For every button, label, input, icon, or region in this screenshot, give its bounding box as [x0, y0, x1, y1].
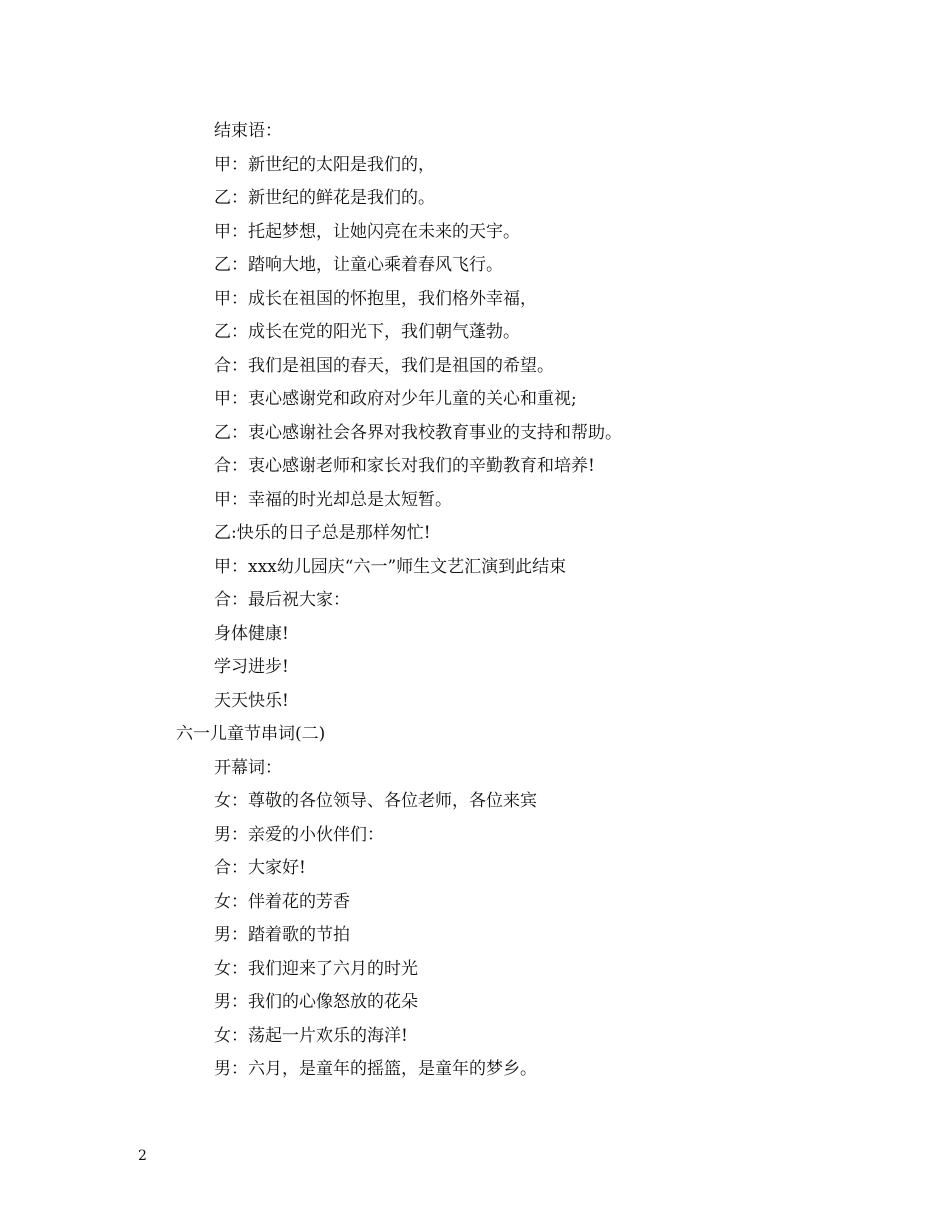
text-line: 女：尊敬的各位领导、各位老师，各位来宾 — [214, 791, 537, 811]
text-line: 乙:快乐的日子总是那样匆忙! — [214, 523, 431, 543]
text-line: 甲：托起梦想，让她闪亮在未来的天宇。 — [214, 221, 520, 242]
text-line: 男：亲爱的小伙伴们： — [214, 824, 384, 845]
section-heading: 六一儿童节串词(二) — [176, 724, 326, 744]
text-line: 男：六月，是童年的摇篮，是童年的梦乡。 — [214, 1059, 537, 1079]
text-line: 女：荡起一片欢乐的海洋! — [214, 1025, 408, 1046]
text-line: 甲：新世纪的太阳是我们的， — [214, 154, 435, 175]
document-body — [0, 115, 950, 1087]
text-line: 天天快乐! — [214, 690, 289, 711]
text-line: 女：我们迎来了六月的时光 — [214, 958, 418, 979]
text-line: 甲：xxx幼儿园庆“六一”师生文艺汇演到此结束 — [214, 556, 567, 577]
text-line: 合：衷心感谢老师和家长对我们的辛勤教育和培养! — [214, 456, 595, 476]
text-line: 合：最后祝大家： — [214, 590, 350, 610]
text-line: 开幕词： — [214, 757, 282, 778]
text-line: 合：大家好! — [214, 858, 306, 878]
text-line: 甲：成长在祖国的怀抱里，我们格外幸福， — [214, 288, 537, 309]
text-line: 身体健康! — [214, 623, 289, 644]
text-line: 男：我们的心像怒放的花朵 — [214, 992, 418, 1012]
text-line: 甲：衷心感谢党和政府对少年儿童的关心和重视; — [214, 389, 577, 409]
text-line: 乙：踏响大地，让童心乘着春风飞行。 — [214, 255, 503, 275]
text-line: 女：伴着花的芳香 — [214, 891, 350, 912]
text-line: 结束语： — [214, 121, 282, 141]
text-line: 男：踏着歌的节拍 — [214, 925, 350, 945]
text-line: 甲：幸福的时光却总是太短暂。 — [214, 489, 452, 510]
text-line: 乙：衷心感谢社会各界对我校教育事业的支持和帮助。 — [214, 422, 622, 443]
text-line: 学习进步! — [214, 657, 289, 677]
text-line: 合：我们是祖国的春天，我们是祖国的希望。 — [214, 355, 554, 376]
page-number: 2 — [138, 1148, 147, 1164]
text-line: 乙：成长在党的阳光下，我们朝气蓬勃。 — [214, 322, 520, 342]
text-line: 乙：新世纪的鲜花是我们的。 — [214, 188, 435, 208]
